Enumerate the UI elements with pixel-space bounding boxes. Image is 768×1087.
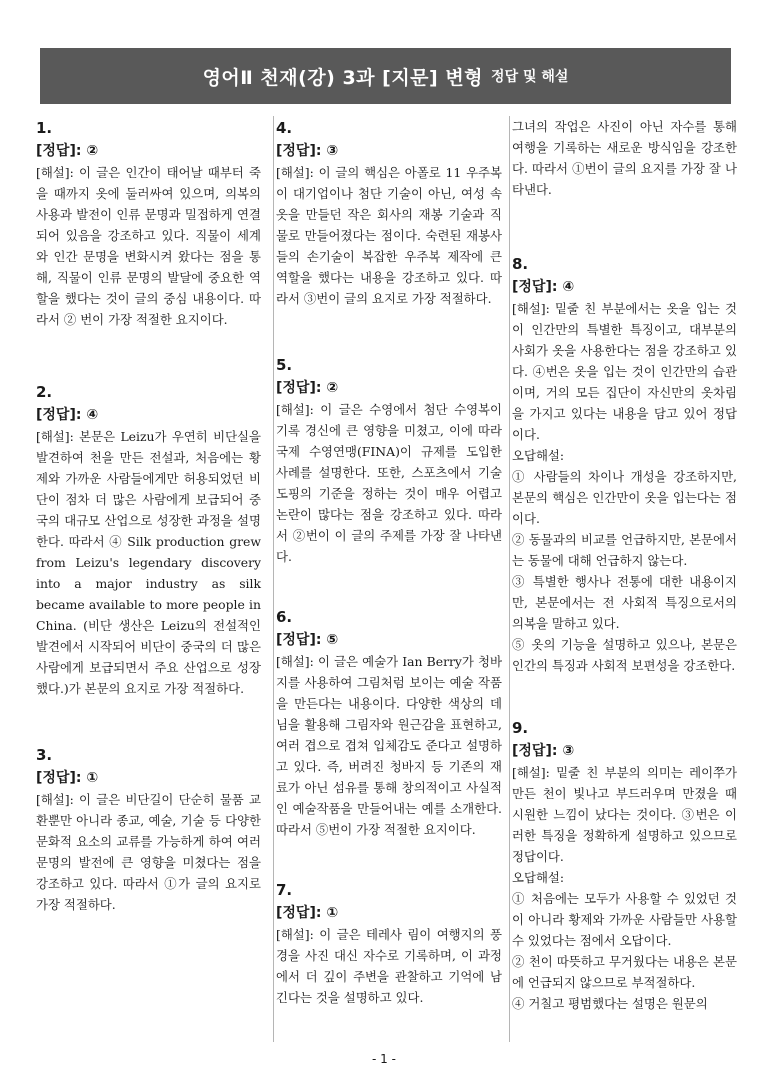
section-1 [36,116,261,330]
section-4 [276,116,502,309]
explanation-text: [해설]: 본문은 Leizu가 우연히 비단실을 발견하여 천을 만든 전설과, 처음에는 황제와 가까운 사람들에게만 허용되었던 비단이 점차 더 많은 사람에게 보급되어 중국의 대규모 산업으로 성장한 과정을 설명한다. 따라서 ④ Silk production grew from Leizu's legendary discovery into a major industry as silk became available to more people in China. (비단 생산은 Leizu의 전설적인 발견에서 시작되어 비단이 중국의 더 많은 사람에게 보급되면서 주요 산업으로 성장했다.)가 본문의 요지로 가장 적절하다. [36,429,261,696]
explanation-text: [해설]: 이 글은 비단길이 단순히 물품 교환뿐만 아니라 종교, 예술, 기술 등 다양한 문화적 요소의 교류를 가능하게 하여 여러 문명의 발전에 큰 영향을 미쳤다는 점을 강조하고 있다. 따라서 ①가 글의 요지로 가장 적절하다. [36,792,261,912]
answer-label: [정답]: ① [276,905,339,921]
question-number: 2. [36,383,53,401]
explanation-text: [해설]: 이 글은 테레사 림이 여행지의 풍경을 사진 대신 자수로 기록하며, 이 과정에서 더 깊이 주변을 관찰하고 기억에 남긴다는 것을 설명하고 있다. [276,927,502,1005]
wrong-answers-title: 오답해설: [512,448,565,463]
explanation-continued: 그녀의 작업은 사진이 아닌 자수를 통해 여행을 기록하는 새로운 방식임을 강조한다. 따라서 ①번이 글의 요지를 가장 잘 나타낸다. [512,119,737,197]
answer-label: [정답]: ④ [512,279,575,295]
answer-label: [정답]: ② [36,143,99,159]
header-banner [40,48,731,104]
explanation-text: [해설]: 이 글은 수영에서 첨단 수영복이 기록 경신에 큰 영향을 미쳤고, 이에 따라 국제 수영연맹(FINA)이 규제를 도입한 사례를 설명한다. 또한, 스포츠에서 기술 도핑의 기준을 정하는 것이 매우 어렵고 논란이 많다는 점을 강조하고 있다. 따라서 ②번이 이 글의 주제를 가장 잘 나타낸다. [276,402,502,564]
page-number: - 1 - [372,1052,396,1066]
answer-label: [정답]: ② [276,380,339,396]
explanation-text: [해설]: 밑줄 친 부분에서는 옷을 입는 것이 인간만의 특별한 특징이고, 대부분의 사회가 옷을 사용한다는 점을 강조하고 있다. ④번은 옷을 입는 것이 인간만의 습관이며, 거의 모든 집단이 자신만의 옷차림을 가지고 있다는 내용을 담고 있어 정답이다. [512,301,737,442]
section-5 [276,353,502,567]
answer-label: [정답]: ③ [512,743,575,759]
question-number: 6. [276,608,293,626]
explanation-text: [해설]: 이 글은 예술가 Ian Berry가 청바지를 사용하여 그림처럼 보이는 예술 작품을 만든다는 내용이다. 다양한 색상의 데님을 활용해 그림자와 원근감을 표현하고, 여러 겹으로 겹쳐 입체감도 준다고 설명하고 있다. 즉, 버려진 청바지 등 기존의 재료가 아닌 섬유를 통해 창의적이고 사실적인 예술작품을 만들어내는 예를 소개한다. 따라서 ⑤번이 가장 적절한 요지이다. [276,654,502,837]
explanation-text: [해설]: 밑줄 친 부분의 의미는 레이쭈가 만든 천이 빛나고 부드러우며 만졌을 때 시원한 느낌이 났다는 것이다. ③번은 이러한 특징을 정확하게 설명하고 있으므로 정답이다. [512,765,737,864]
section-9 [512,716,737,1014]
wrong-answer-item: ③ 특별한 행사나 전통에 대한 내용이지만, 본문에서는 전 사회적 특징으로서의 의복을 말하고 있다. [512,574,737,631]
question-number: 1. [36,119,53,137]
wrong-answer-item: ⑤ 옷의 기능을 설명하고 있으나, 본문은 인간의 특징과 사회적 보편성을 강조한다. [512,637,737,673]
explanation-text: [해설]: 이 글의 핵심은 아폴로 11 우주복이 대기업이나 첨단 기술이 아닌, 여성 속옷을 만들던 작은 회사의 재봉 기술과 직물로 만들어졌다는 점이다. 숙련된 재봉사들의 손기술이 복잡한 우주복 제작에 큰 역할을 했다는 내용을 강조하고 있다. 따라서 ③번이 글의 요지로 가장 적절하다. [276,165,502,306]
wrong-answer-item: ① 사람들의 차이나 개성을 강조하지만, 본문의 핵심은 인간만이 옷을 입는다는 점이다. [512,469,737,526]
column-1 [36,116,261,1042]
column-2 [273,116,502,1042]
question-number: 7. [276,881,293,899]
question-number: 3. [36,746,53,764]
wrong-answer-item: ② 천이 따뜻하고 무거웠다는 내용은 본문에 언급되지 않으므로 부적절하다. [512,954,737,990]
question-number: 8. [512,255,529,273]
question-number: 4. [276,119,293,137]
question-number: 5. [276,356,293,374]
wrong-answer-item: ② 동물과의 비교를 언급하지만, 본문에서는 동물에 대해 언급하지 않는다. [512,532,737,568]
section-7 [276,878,502,1008]
wrong-answer-item: ① 처음에는 모두가 사용할 수 있었던 것이 아니라 황제와 가까운 사람들만 사용할 수 있었다는 점에서 오답이다. [512,891,737,948]
column-3 [509,116,737,1042]
section-3 [36,743,261,915]
wrong-answers-title: 오답해설: [512,870,565,885]
answer-label: [정답]: ④ [36,407,99,423]
answer-label: [정답]: ① [36,770,99,786]
question-number: 9. [512,719,529,737]
explanation-text: [해설]: 이 글은 인간이 태어날 때부터 죽을 때까지 옷에 둘러싸여 있으며, 의복의 사용과 발전이 인류 문명과 밀접하게 연결되어 있음을 강조하고 있다. 직물이 세계와 인간 문명을 변화시켜 왔다는 점을 통해, 직물이 인류 문명의 발달에 중요한 역할을 했다는 것이 글의 중심 내용이다. 따라서 ② 번이 가장 적절한 요지이다. [36,165,261,327]
answer-label: [정답]: ③ [276,143,339,159]
section-6 [276,605,502,840]
section-2 [36,380,261,699]
wrong-answer-item: ④ 거칠고 평범했다는 설명은 원문의 [512,996,708,1011]
page-subtitle: 정답 및 해설 [491,69,569,85]
section-8 [512,252,737,676]
page-title: 영어Ⅱ 천재(강) 3과 [지문] 변형 [202,66,484,89]
answer-label: [정답]: ⑤ [276,632,339,648]
